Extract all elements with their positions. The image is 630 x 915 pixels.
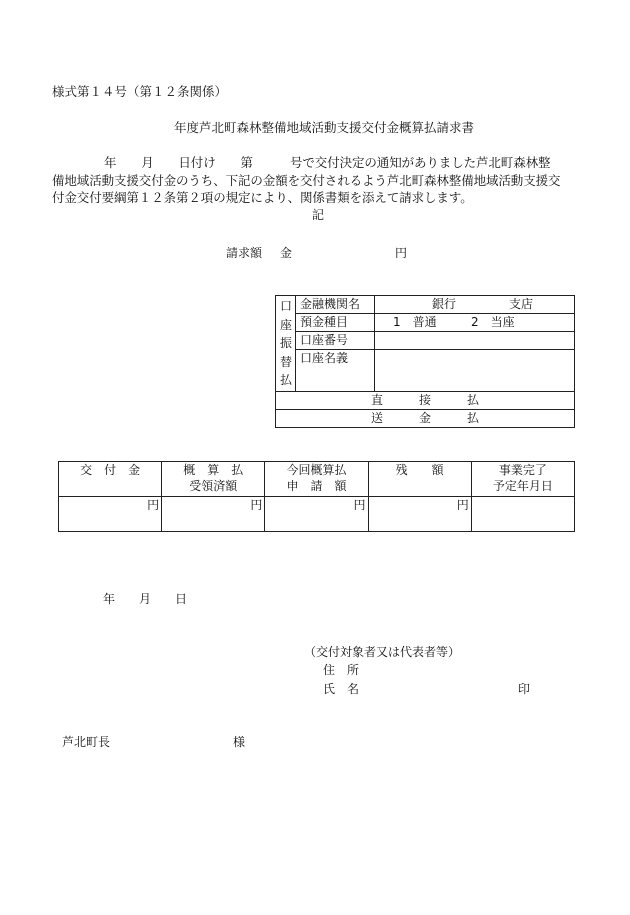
ki-marker: 記 xyxy=(312,208,325,222)
body-text-line-2: 備地域活動支援交付金のうち、下記の金額を交付されるよう芦北町森林整備地域活動支援交 xyxy=(52,173,561,188)
branch-unit: 支店 xyxy=(509,297,534,311)
form-number: 様式第１４号（第１２条関係） xyxy=(52,84,228,99)
account-holder-label: 口座名義 xyxy=(296,350,375,392)
request-amount-kin: 金 xyxy=(280,246,293,260)
deposit-type-label: 預金種目 xyxy=(296,314,375,332)
address-label: 住 所 xyxy=(323,663,360,677)
deposit-type-option-2[interactable]: 2 当座 xyxy=(471,315,515,329)
request-amount-label: 請求額 xyxy=(226,246,263,260)
payment-summary-table xyxy=(58,461,575,532)
deposit-type-option-1[interactable]: 1 普通 xyxy=(393,315,437,329)
vertical-char: 払 xyxy=(280,373,293,387)
vertical-char: 替 xyxy=(280,354,293,369)
account-number-label: 口座番号 xyxy=(296,332,375,350)
header-remaining-amount: 残 額 xyxy=(368,462,471,497)
body-text-line-1: 年 月 日付け 第 号で交付決定の通知がありました芦北町森林整 xyxy=(104,155,551,170)
bank-name-field[interactable] xyxy=(375,296,575,314)
document-title: 年度芦北町森林整備地域活動支援交付金概算払請求書 xyxy=(174,120,475,135)
header-grant-amount: 交 付 金 xyxy=(59,462,162,497)
submission-date: 年 月 日 xyxy=(103,592,188,606)
mayor-addressee: 芦北町長 xyxy=(62,735,111,749)
header-current-request: 今回概算払 申 請 額 xyxy=(265,462,368,497)
vertical-char: 振 xyxy=(280,336,293,350)
direct-payment-row[interactable]: 直 接 払 xyxy=(276,391,575,409)
bank-unit: 銀行 xyxy=(432,297,457,311)
body-text-line-3: 付金交付要綱第１２条第２項の規定により、関係書類を添えて請求します。 xyxy=(52,190,473,205)
account-transfer-vertical-label xyxy=(276,296,296,392)
remaining-amount-field[interactable]: 円 xyxy=(368,497,471,532)
grant-amount-field[interactable]: 円 xyxy=(59,497,162,532)
account-transfer-table xyxy=(275,295,575,428)
received-amount-field[interactable]: 円 xyxy=(162,497,265,532)
seal-mark: 印 xyxy=(518,682,531,696)
name-label: 氏 名 xyxy=(323,682,360,696)
honorific-sama: 様 xyxy=(233,735,246,749)
account-number-field[interactable] xyxy=(375,332,575,350)
representative-label: （交付対象者又は代表者等） xyxy=(304,645,461,659)
current-request-field[interactable]: 円 xyxy=(265,497,368,532)
completion-date-field[interactable] xyxy=(471,497,574,532)
deposit-type-field[interactable] xyxy=(375,314,575,332)
account-holder-field[interactable] xyxy=(375,350,575,392)
request-amount-yen: 円 xyxy=(395,246,408,260)
bank-name-label: 金融機関名 xyxy=(296,296,375,314)
vertical-char: 座 xyxy=(280,317,293,332)
header-completion-date: 事業完了 予定年月日 xyxy=(471,462,574,497)
vertical-char: 口 xyxy=(280,299,293,313)
remittance-payment-row[interactable]: 送 金 払 xyxy=(276,409,575,427)
header-received-amount: 概 算 払 受領済額 xyxy=(162,462,265,497)
